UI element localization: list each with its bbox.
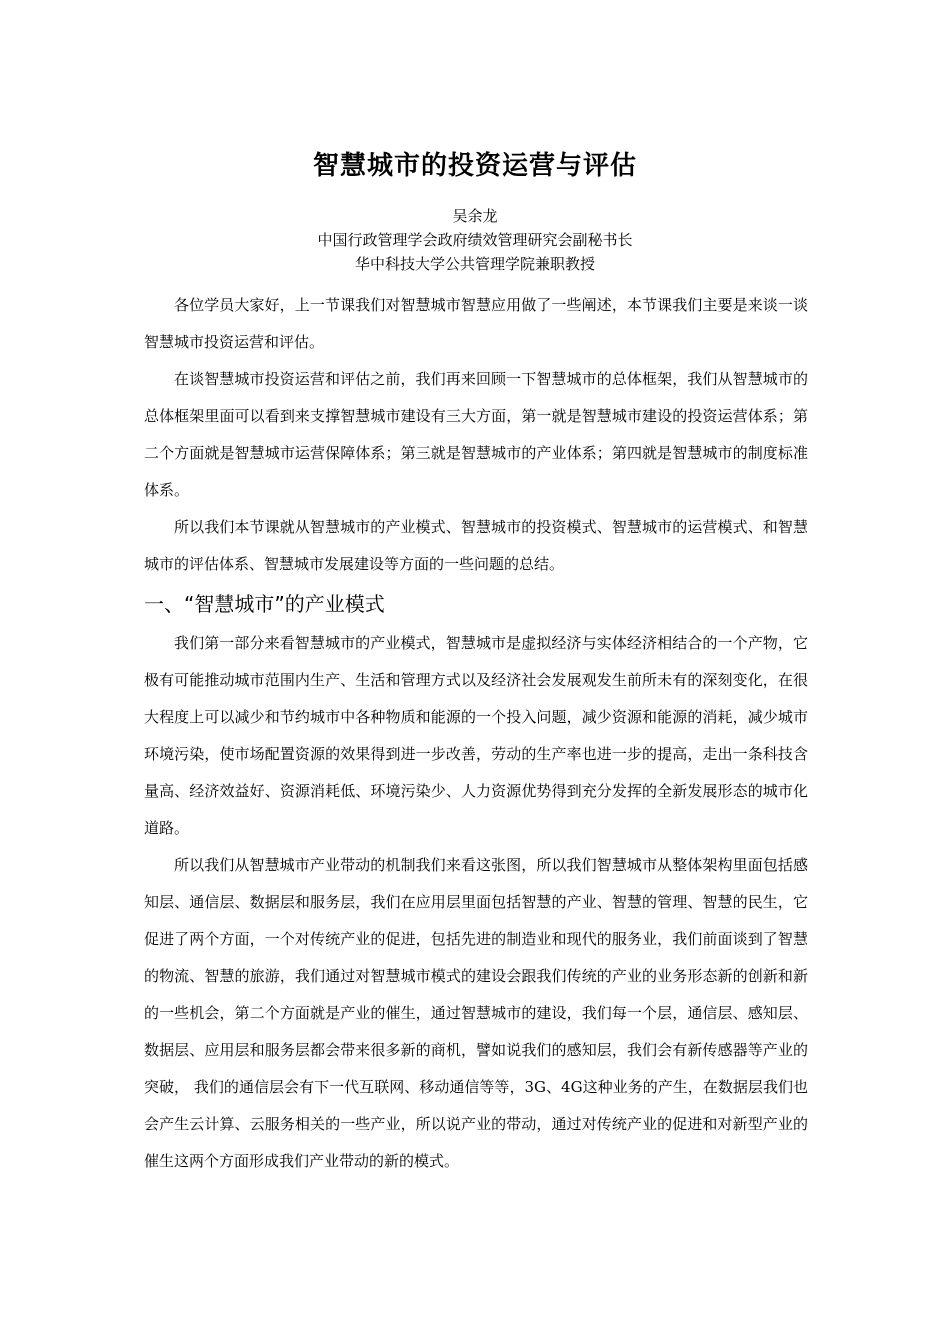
- section-heading: 一、“智慧城市”的产业模式: [144, 592, 385, 616]
- paragraph: 所以我们从智慧城市产业带动的机制我们来看这张图，所以我们智慧城市从整体架构里面包括感知层、通信层、数据层和服务层，我们在应用层里面包括智慧的产业、智慧的管理、智慧的民生，它促进了两个方面，一个对传统产业的促进，包括先进的制造业和现代的服务业，我们前面谈到了智慧的物流、智慧的旅游，我们通过对智慧城市模式的建设会跟我们传统的产业的业务形态新的创新和新的一些机会，第二个方面就是产业的催生，通过智慧城市的建设，我们每一个层，通信层、感知层、数据层、应用层和服务层都会带来很多新的商机，譬如说我们的感知层，我们会有新传感器等产业的突破， 我们的通信层会有下一代互联网、移动通信等等，3G、4G这种业务的产生，在数据层我们也会产生云计算、云服务相关的一些产业，所以说产业的带动，通过对传统产业的促进和对新型产业的催生这两个方面形成我们产业带动的新的模式。: [144, 856, 808, 1170]
- document-body: [144, 287, 808, 1180]
- paragraph: 我们第一部分来看智慧城市的产业模式，智慧城市是虚拟经济与实体经济相结合的一个产物，它极有可能推动城市范围内生产、生活和管理方式以及经济社会发展观发生前所未有的深刻变化，在很大程度上可以减少和节约城市中各种物质和能源的一个投入问题，减少资源和能源的消耗，减少城市环境污染，使市场配置资源的效果得到进一步改善，劳动的生产率也进一步的提高，走出一条科技含量高、经济效益好、资源消耗低、环境污染少、人力资源优势得到充分发挥的全新发展形态的城市化道路。: [144, 634, 808, 837]
- author-affiliation: 华中科技大学公共管理学院兼职教授: [354, 255, 595, 273]
- paragraph: 在谈智慧城市投资运营和评估之前，我们再来回顾一下智慧城市的总体框架，我们从智慧城市的总体框架里面可以看到来支撑智慧城市建设有三大方面，第一就是智慧城市建设的投资运营体系；第二个方面就是智慧城市运营保障体系；第三就是智慧城市的产业体系；第四就是智慧城市的制度标准体系。: [144, 370, 808, 499]
- document-title: 智慧城市的投资运营与评估: [312, 151, 637, 181]
- paragraph: 各位学员大家好，上一节课我们对智慧城市智慧应用做了一些阐述，本节课我们主要是来谈一谈智慧城市投资运营和评估。: [144, 296, 808, 351]
- paragraph: 所以我们本节课就从智慧城市的产业模式、智慧城市的投资模式、智慧城市的运营模式、和智慧城市的评估体系、智慧城市发展建设等方面的一些问题的总结。: [144, 518, 808, 573]
- author-name: 吴余龙: [452, 207, 498, 225]
- author-block: [0, 204, 950, 276]
- author-affiliation: 中国行政管理学会政府绩效管理研究会副秘书长: [317, 231, 633, 249]
